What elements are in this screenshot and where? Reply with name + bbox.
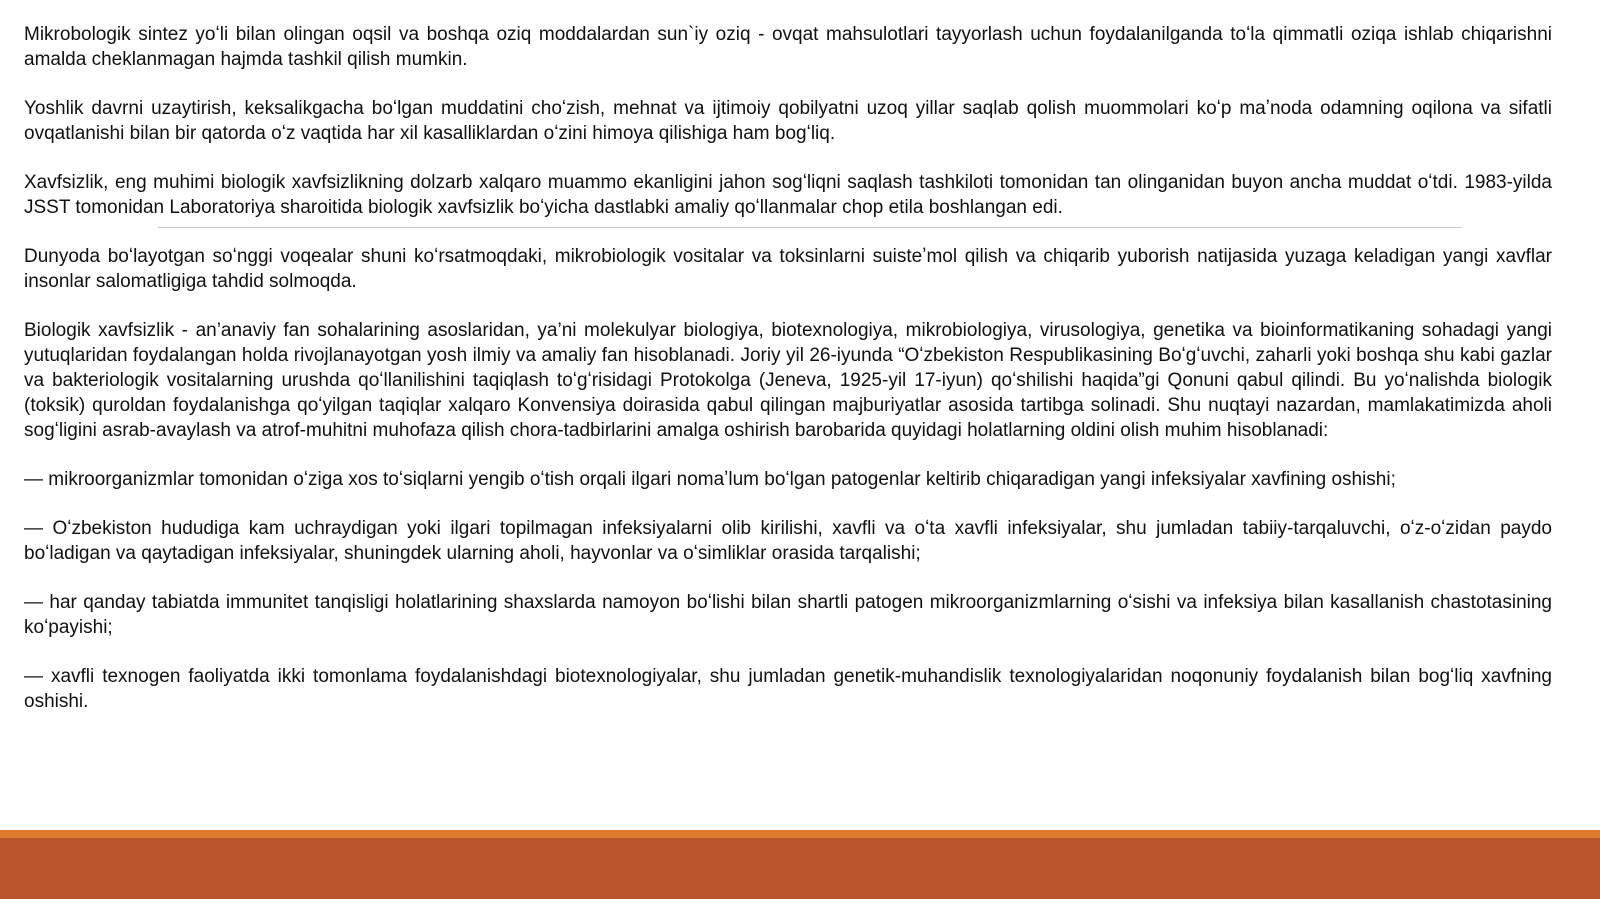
- slide-body: [24, 22, 1552, 738]
- footer-accent-stripe: [0, 830, 1600, 838]
- text-separator-line: [158, 227, 1462, 228]
- paragraph-microbiological-synthesis: Mikrobologik sintez yoʻli bilan olingan oqsil va boshqa oziq moddalardan sun`iy oziq - ovqat mahsulotlari tayyorlash uchun foydalanilganda toʻla qimmatli oziqa ishlab chiqarishni amalda cheklanmagan hajmda tashkil qilish mumkin.: [24, 24, 1552, 70]
- paragraph-biosafety-history: Xavfsizlik, eng muhimi biologik xavfsizlikning dolzarb xalqaro muammo ekanligini jahon sogʻliqni saqlash tashkiloti tomonidan tan olinganidan buyon ancha muddat oʻtdi. 1983-yilda JSST tomonidan Laboratoriya sharoitida biologik xavfsizlik boʻyicha dastlabki amaliy qoʻllanmalar chop etila boshlangan edi.: [24, 172, 1552, 218]
- list-item-new-infections: — mikroorganizmlar tomonidan oʻziga xos toʻsiqlarni yengib oʻtish orqali ilgari nomaʼlum boʻlgan patogenlar keltirib chiqaradigan yangi infeksiyalar xavfining oshishi;: [24, 469, 1396, 490]
- footer-bar: [0, 830, 1600, 899]
- list-item-immunodeficiency: — har qanday tabiatda immunitet tanqisligi holatlarining shaxslarda namoyon boʻlishi bilan shartli patogen mikroorganizmlarning oʻsishi va infeksiya bilan kasallanish chastotasining koʻpayishi;: [24, 592, 1552, 638]
- list-item-imported-infections: — Oʻzbekiston hududiga kam uchraydigan yoki ilgari topilmagan infeksiyalarni olib kirilishi, xavfli va oʻta xavfli infeksiyalar, shu jumladan tabiiy-tarqaluvchi, oʻz-oʻzidan paydo boʻladigan va qaytadigan infeksiyalar, shuningdek ularning aholi, hayvonlar va oʻsimliklar orasida tarqalishi;: [24, 518, 1552, 564]
- paragraph-recent-events: Dunyoda boʻlayotgan soʻnggi voqealar shuni koʻrsatmoqdaki, mikrobiologik vositalar va toksinlarni suisteʼmol qilish va chiqarib yuborish natijasida yuzaga keladigan yangi xavflar insonlar salomatligiga tahdid solmoqda.: [24, 246, 1552, 292]
- list-item-technogenic-risk: — xavfli texnogen faoliyatda ikki tomonlama foydalanishdagi biotexnologiyalar, shu jumladan genetik-muhandislik texnologiyalaridan noqonuniy foydalanish bilan bogʻliq xavfning oshishi.: [24, 666, 1552, 712]
- paragraph-youth-longevity: Yoshlik davrni uzaytirish, keksalikgacha boʻlgan muddatini choʻzish, mehnat va ijtimoiy qobilyatni uzoq yillar saqlab qolish muommolari koʻp maʼnoda odamning oqilona va sifatli ovqatlanishi bilan bir qatorda oʻz vaqtida har xil kasalliklardan oʻzini himoya qilishiga ham bogʻliq.: [24, 98, 1552, 144]
- paragraph-biosafety-definition: Biologik xavfsizlik - an’anaviy fan sohalarining asoslaridan, ya’ni molekulyar biologiya, biotexnologiya, mikrobiologiya, virusologiya, genetika va bioinformatikaning sohadagi yangi yutuqlaridan foydalangan holda rivojlanayotgan yosh ilmiy va amaliy fan hisoblanadi. Joriy yil 26-iyunda “Oʻzbekiston Respublikasining Boʻgʻuvchi, zaharli yoki boshqa shu kabi gazlar va bakteriologik vositalarning urushda qoʻllanilishini taqiqlash toʻgʻrisidagi Protokolga (Jeneva, 1925-yil 17-iyun) qoʻshilishi haqida”gi Qonuni qabul qilindi. Bu yoʻnalishda biologik (toksik) quroldan foydalanishga qoʻyilgan taqiqlar xalqaro Konvensiya doirasida qabul qilingan majburiyatlar asosida tartibga solinadi. Shu nuqtayi nazardan, mamlakatimizda aholi sogʻligini asrab-avaylash va atrof-muhitni muhofaza qilish chora-tadbirlarini amalga oshirish barobarida quyidagi holatlarning oldini olish muhim hisoblanadi:: [24, 320, 1552, 441]
